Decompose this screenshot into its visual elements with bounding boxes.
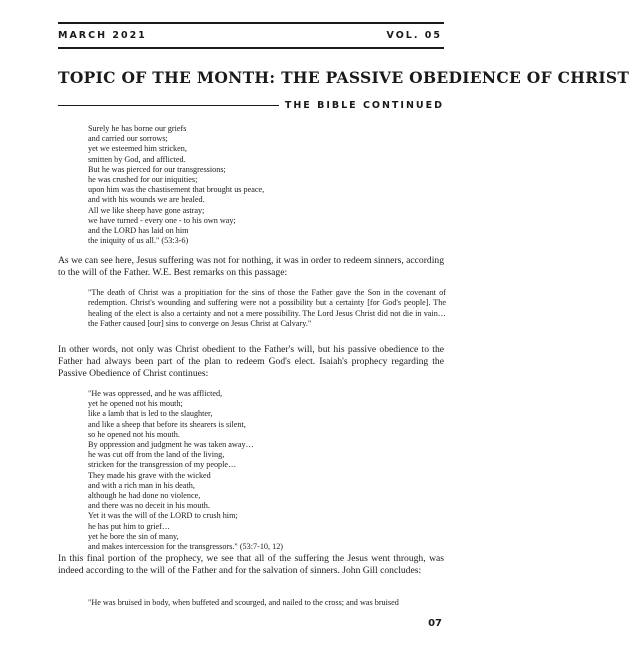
verse-line: All we like sheep have gone astray; [88,205,205,215]
body-paragraph-2: In other words, not only was Christ obedient to the Father's will, but his passive obedience to the Father had always been part of the plan to redeem God's elect. Isaiah's prophecy regarding the Passive Obedience of Christ continues: [58,344,444,379]
verse-line: so he opened not his mouth. [88,429,180,439]
verse-line: They made his grave with the wicked [88,470,211,480]
verse-line: and carried our sorrows; [88,134,168,144]
scripture-block-2 [88,389,283,552]
verse-line: But he was pierced for our transgressions; [88,164,226,174]
verse-line: upon him was the chastisement that brought us peace, [88,185,265,195]
issue-date: MARCH 2021 [58,30,147,41]
verse-line: although he had done no violence, [88,491,201,501]
verse-line: and like a sheep that before its shearers is silent, [88,419,246,429]
verse-line: By oppression and judgment he was taken away… [88,440,254,450]
verse-line: we have turned - every one - to his own way; [88,215,236,225]
gill-quote: "He was bruised in body, when buffeted and scourged, and nailed to the cross; and was bruised [88,598,399,607]
verse-line: smitten by God, and afflicted. [88,154,186,164]
body-paragraph-3: In this final portion of the prophecy, we see that all of the suffering the Jesus went through, was indeed according to the will of the Father and for the salvation of sinners. John Gill concludes: [58,553,444,576]
scripture-block-1 [88,124,264,246]
section-subtitle: THE BIBLE CONTINUED [279,100,444,111]
verse-line: like a lamb that is led to the slaughter, [88,409,213,419]
header-bottom-rule [58,47,444,49]
verse-line: Yet it was the will of the LORD to crush him; [88,511,238,521]
verse-line: yet we esteemed him stricken, [88,144,187,154]
header-top-rule [58,22,444,24]
page-title: TOPIC OF THE MONTH: THE PASSIVE OBEDIENCE OF CHRIST [58,68,629,87]
verse-line: "He was oppressed, and he was afflicted, [88,389,223,398]
verse-line: and there was no deceit in his mouth. [88,501,210,511]
best-quote: "The death of Christ was a propitiation for the sins of those the Father gave the Son in the covenant of redemption. Christ's wounding and suffering were not a possibility but a certainty [for God's people]. The healing of the elect is also a certainty and not a mere possibility. The Lord Jesus Christ did not die in vain…the Father caused [our] sins to converge on Jesus Christ at Calvary." [88,288,446,329]
verse-line: stricken for the transgression of my people… [88,460,237,470]
verse-line: the iniquity of us all." (53:3-6) [88,236,189,246]
verse-line: and with a rich man in his death, [88,480,195,490]
body-paragraph-1: As we can see here, Jesus suffering was not for nothing, it was in order to redeem sinners, according to the will of the Father. W.E. Best remarks on this passage: [58,255,444,278]
verse-line: Surely he has borne our griefs [88,124,187,133]
verse-line: yet he opened not his mouth; [88,399,183,409]
page-number: 07 [428,618,442,629]
verse-line: he has put him to grief… [88,521,171,531]
page-header [58,30,442,44]
verse-line: he was crushed for our iniquities; [88,175,198,185]
verse-line: yet he bore the sin of many, [88,531,179,541]
verse-line: he was cut off from the land of the living, [88,450,225,460]
verse-line: and the LORD has laid on him [88,226,189,236]
verse-line: and with his wounds we are healed. [88,195,205,205]
volume-number: VOL. 05 [386,30,442,41]
verse-line: and makes intercession for the transgressors." (53:7-10, 12) [88,542,284,552]
